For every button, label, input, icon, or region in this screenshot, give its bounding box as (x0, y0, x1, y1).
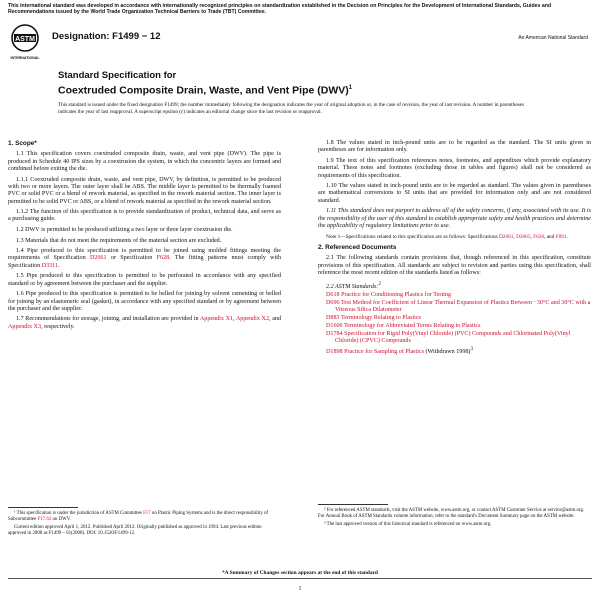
footnote-2: ² For referenced ASTM standards, visit the ASTM website, www.astm.org, or contact ASTM Customer Service at service@astm.org. For Annual Book of ASTM Standards volume information, refer to the standard's Document Summary page on the ASTM website. (318, 508, 585, 519)
link-ref-code[interactable]: D1784 (326, 331, 343, 338)
page-number: 1 (298, 586, 302, 592)
footnote-left (8, 511, 281, 539)
scope-heading: 1. Scope* (8, 140, 37, 147)
national-standard-label: An American National Standard (518, 35, 588, 41)
link-appendix-x3[interactable]: Appendix X3 (8, 323, 42, 330)
para-1-5: 1.5 Pipe produced to this specification is permitted to be perforated in accordance with any specified standard or by agreement between the purchaser and the supplier. (8, 273, 281, 287)
footnote-rule-right (318, 504, 388, 505)
link-d3311[interactable]: D3311 (41, 262, 59, 269)
wto-notice: This international standard was developed in accordance with internationally recognized principles on standardization established in the Decision on Principles for the Development of International Standards, Guides and Recommendations issued by the World Trade Organization Technical Barriers to Trade (TBT) Committee. (8, 3, 552, 16)
para-1-1-2: 1.1.2 The function of this specification is to provide standardization of product, technical data, and serve as a purchasing guide. (8, 209, 281, 223)
para-1-9: 1.9 The text of this specification references notes, footnotes, and appendixes which provide explanatory material. These notes and footnotes (excluding those in tables and figures) shall not be considered as requirements of this specification. (318, 157, 591, 179)
link-note-d2665[interactable]: D2665 (516, 233, 531, 240)
link-ref-code[interactable]: D696 (326, 299, 340, 306)
note-1: Note 1—Specifications related to this specification are as follows: Specifications D2661, D2665, F628, and F891. (326, 233, 568, 240)
footnote-1: ¹ This specification is under the jurisdiction of ASTM Committee F17 on Plastic Piping Systems and is the direct responsibility of Subcommittee F17.63 on DWV. (8, 511, 269, 522)
link-f628[interactable]: F628 (156, 255, 170, 262)
reference-list (318, 292, 591, 357)
para-1-2: 1.2 DWV is permitted to be produced utilizing a two layer or three layer coextrusion die. (16, 227, 233, 233)
title-block (58, 70, 558, 98)
summary-of-changes-note: *A Summary of Changes section appears at the end of this standard (222, 570, 378, 576)
list-item: D696 Test Method for Coefficient of Linear Thermal Expansion of Plastics Between −30°C and 30°C with a Vitreous Silica Dilatometer (326, 299, 591, 314)
para-1-1: 1.1 This specification covers coextruded composite drain, waste, and vent pipe (DWV). The pipe is produced in Schedule 40 IPS sizes by a coextrusion die system, in which the concentric layers are formed and combined before exiting the die. (8, 151, 281, 173)
title-line-2: Coextruded Composite Drain, Waste, and Vent Pipe (DWV)$^1$ (58, 84, 353, 97)
link-ref-code[interactable]: D883 (326, 315, 340, 322)
list-item: D1898 Practice for Sampling of Plastics (Withdrawn 1998)$^3$ (326, 346, 474, 356)
para-1-10: 1.10 The values stated in inch-pound units are to be regarded as standard. The values given in parentheses are mathematical conversions to SI units that are provided for information only and are not considered standard. (318, 183, 591, 204)
link-d2661[interactable]: D2661 (89, 255, 107, 262)
list-item: D1600 Terminology for Abbreviated Terms Relating to Plastics (326, 323, 481, 330)
footnote-1-edition: Current edition approved April 1, 2012. Published April 2012. Originally published as approved in 1994. Last previous edition approved in 2008 as F1499 – 01(2008). DOI: 10.1520/F1499-12. (8, 524, 262, 536)
link-f17-63[interactable]: F17.63 (37, 516, 52, 522)
list-item: D1784 Specification for Rigid Poly(Vinyl Chloride) (PVC) Compounds and Chlorinated Poly(Vinyl Chloride) (CPVC) Compounds (326, 331, 571, 345)
link-f17[interactable]: F17 (143, 511, 151, 516)
para-1-3: 1.3 Materials that do not meet the requirements of the material section are excluded. (16, 237, 222, 244)
para-1-6: 1.6 Pipe produced to this specification is permitted to be belled for joining by solvent cementing or belled for joining by an elastomeric seal (gasket), in accordance with any specified standard or by agreement between the purchaser and the supplier. (8, 291, 281, 312)
list-item: D883 Terminology Relating to Plastics (326, 315, 421, 322)
link-ref-code[interactable]: D1898 (326, 349, 343, 356)
para-2-1: 2.1 The following standards contain provisions that, though referenced in this specification, constitute provisions of this specification. All standards are subject to revision and parties using this specification, shall reference the most recent edition of the standards listed as follows: (318, 255, 591, 277)
para-1-7: 1.7 Recommendations for storage, joining, and installation are provided in Appendix X1, Appendix X2, and Appendix X3, respectively. (8, 316, 281, 330)
title-line-1: Standard Specification for (58, 70, 177, 81)
bottom-rule (8, 578, 592, 579)
footnote-3: ³ The last approved version of this historical standard is referenced on www.astm.org. (324, 521, 492, 527)
logo-text-top: ASTM (15, 35, 35, 43)
para-1-11: 1.11 This standard does not purport to address all of the safety concerns, if any, associated with its use. It is the responsibility of the user of this standard to establish appropriate safety and health practices and determine the applicability of regulatory limitations prior to use. (318, 208, 591, 229)
link-appendix-x1[interactable]: Appendix X1 (199, 316, 234, 323)
logo-text-bottom: INTERNATIONAL (10, 56, 40, 60)
astm-logo-icon (10, 23, 40, 65)
list-item: D618 Practice for Conditioning Plastics for Testing (326, 291, 452, 298)
para-1-4: 1.4 Pipe produced to this specification is permitted to be joined using molded fittings meeting the requirements of Specification D2661 or Specification F628. The fitting patterns must comply with Specification D3311. (8, 248, 282, 269)
footnote-rule-left (8, 507, 78, 508)
link-note-f628[interactable]: F628 (533, 233, 545, 240)
link-note-f891[interactable]: F891 (555, 233, 567, 240)
left-column (8, 140, 281, 334)
intro-paragraph: This standard is issued under the fixed designation F1499; the number immediately following the designation indicates the year of original adoption or, in the case of revision, the year of last revision. A number in parentheses indicates the year of last reapproval. A superscript epsilon (ε) indicates an editorial change since the last revision or reapproval. (58, 102, 524, 115)
link-note-d2661[interactable]: D2661 (498, 233, 514, 240)
link-appendix-x2[interactable]: Appendix X2 (235, 316, 270, 323)
link-ref-code[interactable]: D1600 (326, 323, 343, 330)
para-2-2: 2.2 ASTM Standards:$^2$ (326, 280, 381, 290)
link-ref-code[interactable]: D618 (326, 291, 340, 298)
para-1-8: 1.8 The values stated in inch-pound units are to be regarded as the standard. The SI units given in parentheses are for information only. (318, 140, 591, 154)
right-column (318, 140, 591, 357)
para-1-1-1: 1.1.1 Coextruded composite drain, waste, and vent pipe, DWV, by definition, is permitted to be produced with two or more layers. The outer layer shall be ABS. The middle layer is permitted to be thermally foamed PVC or solid PVC or a blend of rework material, as specified in the rework material section. The inner layer is permitted to be solid PVC or ABS, or a blend of rework material as specified in the rework material section. (8, 176, 281, 205)
referenced-documents-heading: 2. Referenced Documents (318, 244, 397, 252)
footnote-right (318, 508, 591, 530)
designation: Designation: F1499 − 12 (52, 31, 161, 42)
